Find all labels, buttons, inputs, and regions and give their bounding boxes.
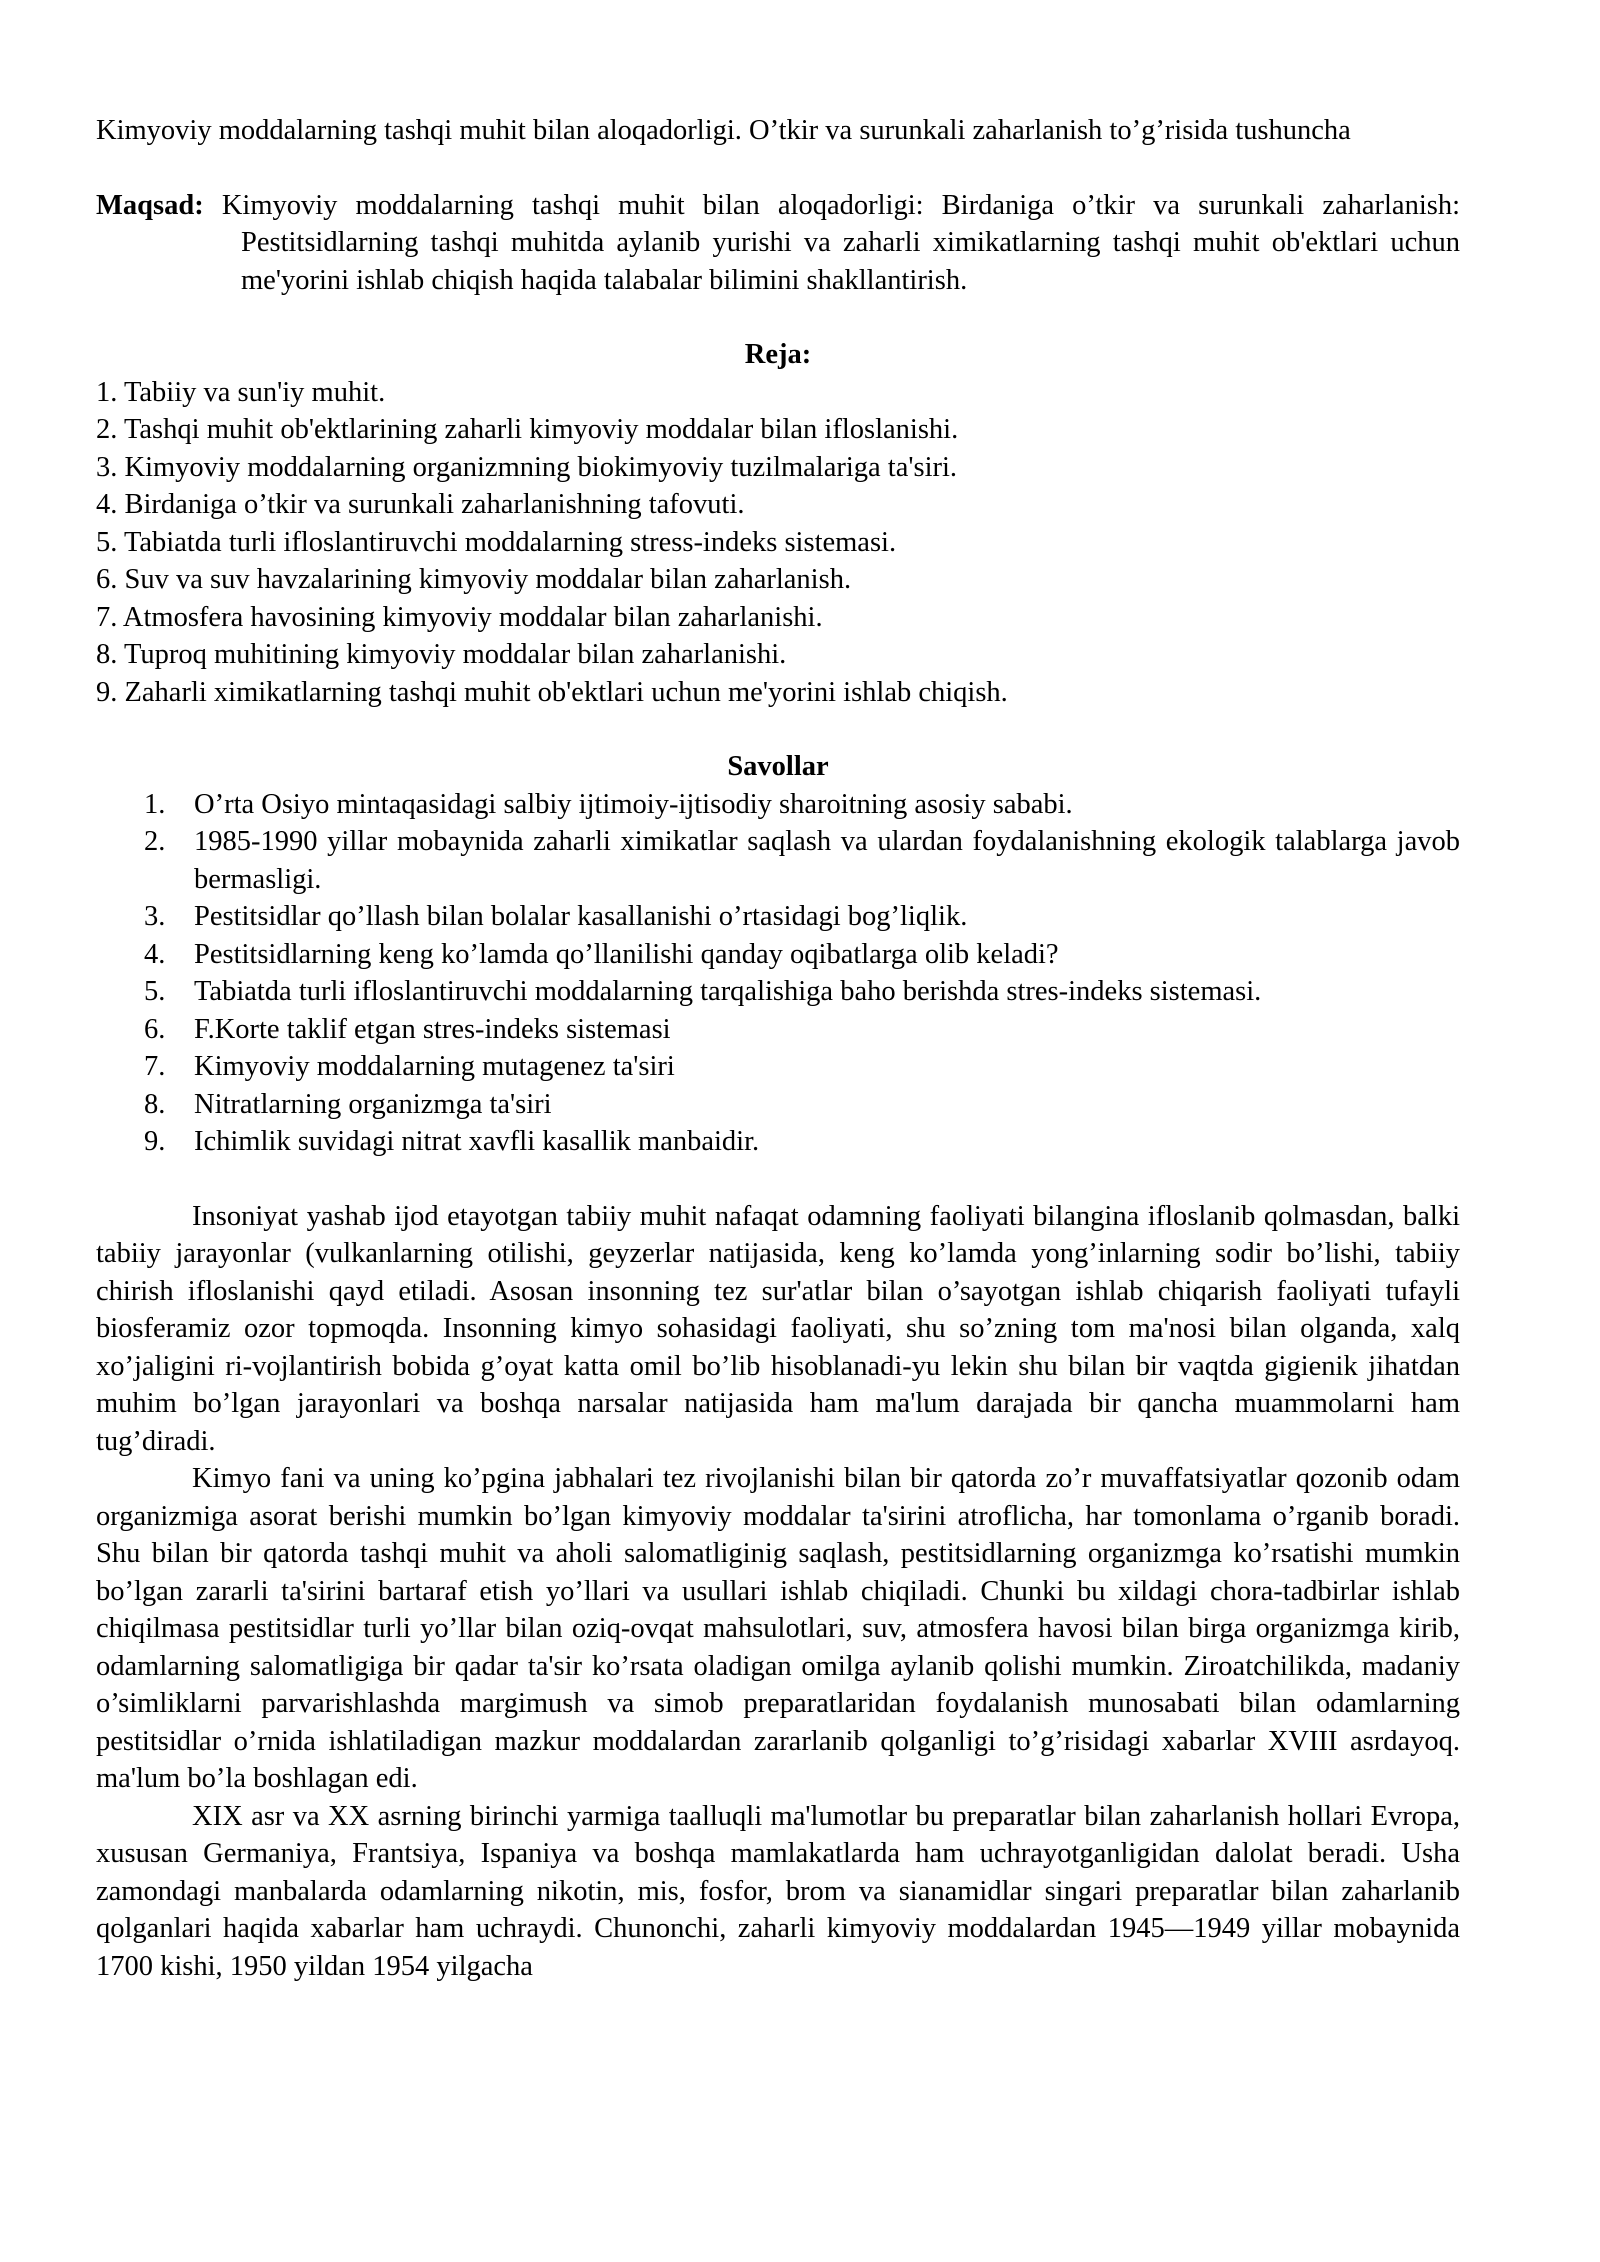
question-number: 6.	[144, 1013, 166, 1045]
body-text	[96, 1198, 1460, 1986]
question-item	[96, 786, 1460, 824]
question-item	[96, 973, 1460, 1011]
body-paragraph: Insoniyat yashab ijod etayotgan tabiiy muhit nafaqat odamning faoliyati bilangina ifloslanib qolmasdan, balki tabiiy jarayonlar (vulkanlarning otilishi, geyzerlar natijasida, keng ko’lamda yong’inlarning sodir bo’lishi, tabiiy chirish ifloslanishi qayd etiladi. Asosan insonning tez sur'atlar bilan o’sayotgan ishlab chiqarish faoliyati tufayli biosferamiz ozor topmoqda. Insonning kimyo sohasidagi faoliyati, shu so’zning tom ma'nosi bilan olganda, xalq xo’jaligini ri-vojlantirish bobida g’oyat katta omil bo’lib hisoblanadi-yu lekin shu bilan bir vaqtda gigienik jihatdan muhim bo’lgan jarayonlari va boshqa narsalar natijasida ham ma'lum darajada bir qancha muammolarni ham tug’diradi.	[96, 1200, 1460, 1457]
question-item	[96, 936, 1460, 974]
question-number: 5.	[144, 976, 166, 1007]
question-text: Nitratlarning organizmga ta'siri	[194, 1088, 552, 1120]
body-paragraph: XIX asr va XX asrning birinchi yarmiga taalluqli ma'lumotlar bu preparatlar bilan zaharlanish hollari Evropa, xususan Germaniya, Frantsiya, Ispaniya va boshqa mamlakatlarda ham uchrayotganligidan dalolat beradi. Usha zamondagi manbalarda odamlarning nikotin, mis, fosfor, brom va sianamidlar singari preparatlar bilan zaharlanib qolganlari haqida xabarlar ham uchraydi. Chunonchi, zaharli kimyoviy moddalardan 1945—1949 yillar mobaynida 1700 kishi, 1950 yildan 1954 yilgacha	[96, 1800, 1460, 1982]
body-paragraph: Kimyo fani va uning ko’pgina jabhalari tez rivojlanishi bilan bir qatorda zo’r muvaffatsiyatlar qozonib odam organizmiga asorat berishi mumkin bo’lgan kimyoviy moddalar ta'sirini atroflicha, har tomonlama o’rganib boradi. Shu bilan bir qatorda tashqi muhit va aholi salomatliginig saqlash, pestitsidlarning organizmga ko’rsatishi mumkin bo’lgan zararli ta'sirini bartaraf etish yo’llari va usullari ishlab chiqiladi. Chunki bu xildagi chora-tadbirlar ishlab chiqilmasa pestitsidlar turli yo’llar bilan oziq-ovqat mahsulotlari, suv, atmosfera havosi bilan birga organizmga kirib, odamlarning salomatligiga bir qadar ta'sir ko’rsata oladigan omilga aylanib qolishi mumkin. Ziroatchilikda, madaniy o’simliklarni parvarishlashda margimush va simob preparatlaridan foydalanish munosabati bilan odamlarning pestitsidlar o’rnida ishlatiladigan mazkur moddalardan zararlanib qolganligi to’g’risidagi xabarlar XVIII asrdayoq. ma'lum bo’la boshlagan edi.	[96, 1463, 1460, 1794]
question-number: 2.	[144, 826, 166, 857]
question-text: F.Korte taklif etgan stres-indeks sistemasi	[194, 1013, 671, 1045]
document-content	[96, 112, 1460, 1985]
question-number: 4.	[144, 938, 166, 970]
question-text: Pestitsidlarning keng ko’lamda qo’llanilishi qanday oqibatlarga olib keladi?	[194, 938, 1059, 970]
question-text: Pestitsidlar qo’llash bilan bolalar kasallanishi o’rtasidagi bog’liqlik.	[194, 901, 968, 932]
questions-list	[96, 786, 1460, 1161]
questions-heading: Savollar	[727, 751, 829, 782]
question-text: Kimyoviy moddalarning mutagenez ta'siri	[194, 1051, 675, 1082]
goal-label: Maqsad:	[96, 189, 204, 221]
plan-list	[96, 374, 1460, 712]
plan-item: 5. Tabiatda turli ifloslantiruvchi moddalarning stress-indeks sistemasi.	[96, 526, 897, 558]
question-text: Tabiatda turli ifloslantiruvchi moddalarning tarqalishiga baho berishda stres-indeks sistemasi.	[194, 976, 1262, 1007]
question-item	[96, 1048, 1460, 1086]
question-number: 9.	[144, 1126, 166, 1157]
plan-item: 1. Tabiiy va sun'iy muhit.	[96, 376, 386, 408]
plan-item: 4. Birdaniga o’tkir va surunkali zaharlanishning tafovuti.	[96, 489, 745, 520]
question-item	[96, 898, 1460, 936]
question-text: 1985-1990 yillar mobaynida zaharli ximikatlar saqlash va ulardan foydalanishning ekologik talablarga javob bermasligi.	[194, 826, 1460, 895]
question-item	[96, 823, 1460, 898]
goal-paragraph	[96, 187, 1460, 300]
plan-item: 7. Atmosfera havosining kimyoviy moddalar bilan zaharlanishi.	[96, 601, 823, 633]
plan-item: 2. Tashqi muhit ob'ektlarining zaharli kimyoviy moddalar bilan ifloslanishi.	[96, 414, 959, 445]
question-number: 8.	[144, 1088, 166, 1120]
plan-heading: Reja:	[744, 339, 812, 370]
plan-item: 3. Kimyoviy moddalarning organizmning biokimyoviy tuzilmalariga ta'siri.	[96, 451, 958, 483]
question-number: 1.	[144, 788, 166, 820]
question-item	[96, 1086, 1460, 1124]
question-text: O’rta Osiyo mintaqasidagi salbiy ijtimoiy-ijtisodiy sharoitning asosiy sababi.	[194, 788, 1073, 820]
question-item	[96, 1011, 1460, 1049]
goal-text: Kimyoviy moddalarning tashqi muhit bilan aloqadorligi: Birdaniga o’tkir va surunkali zaharlanish: Pestitsidlarning tashqi muhitda aylanib yurishi va zaharli ximikatlarning tashqi muhit ob'ektlari uchun me'yorini ishlab chiqish haqida talabalar bilimini shakllantirish.	[203, 189, 1460, 296]
question-text: Ichimlik suvidagi nitrat xavfli kasallik manbaidir.	[194, 1126, 760, 1157]
plan-item: 8. Tuproq muhitining kimyoviy moddalar bilan zaharlanishi.	[96, 639, 787, 670]
question-number: 7.	[144, 1051, 166, 1082]
plan-item: 9. Zaharli ximikatlarning tashqi muhit ob'ektlari uchun me'yorini ishlab chiqish.	[96, 676, 1008, 708]
question-number: 3.	[144, 901, 166, 932]
document-title: Kimyoviy moddalarning tashqi muhit bilan aloqadorligi. O’tkir va surunkali zaharlanish to’g’risida tushuncha	[96, 115, 1351, 146]
question-item	[96, 1123, 1460, 1161]
plan-item: 6. Suv va suv havzalarining kimyoviy moddalar bilan zaharlanish.	[96, 564, 852, 595]
